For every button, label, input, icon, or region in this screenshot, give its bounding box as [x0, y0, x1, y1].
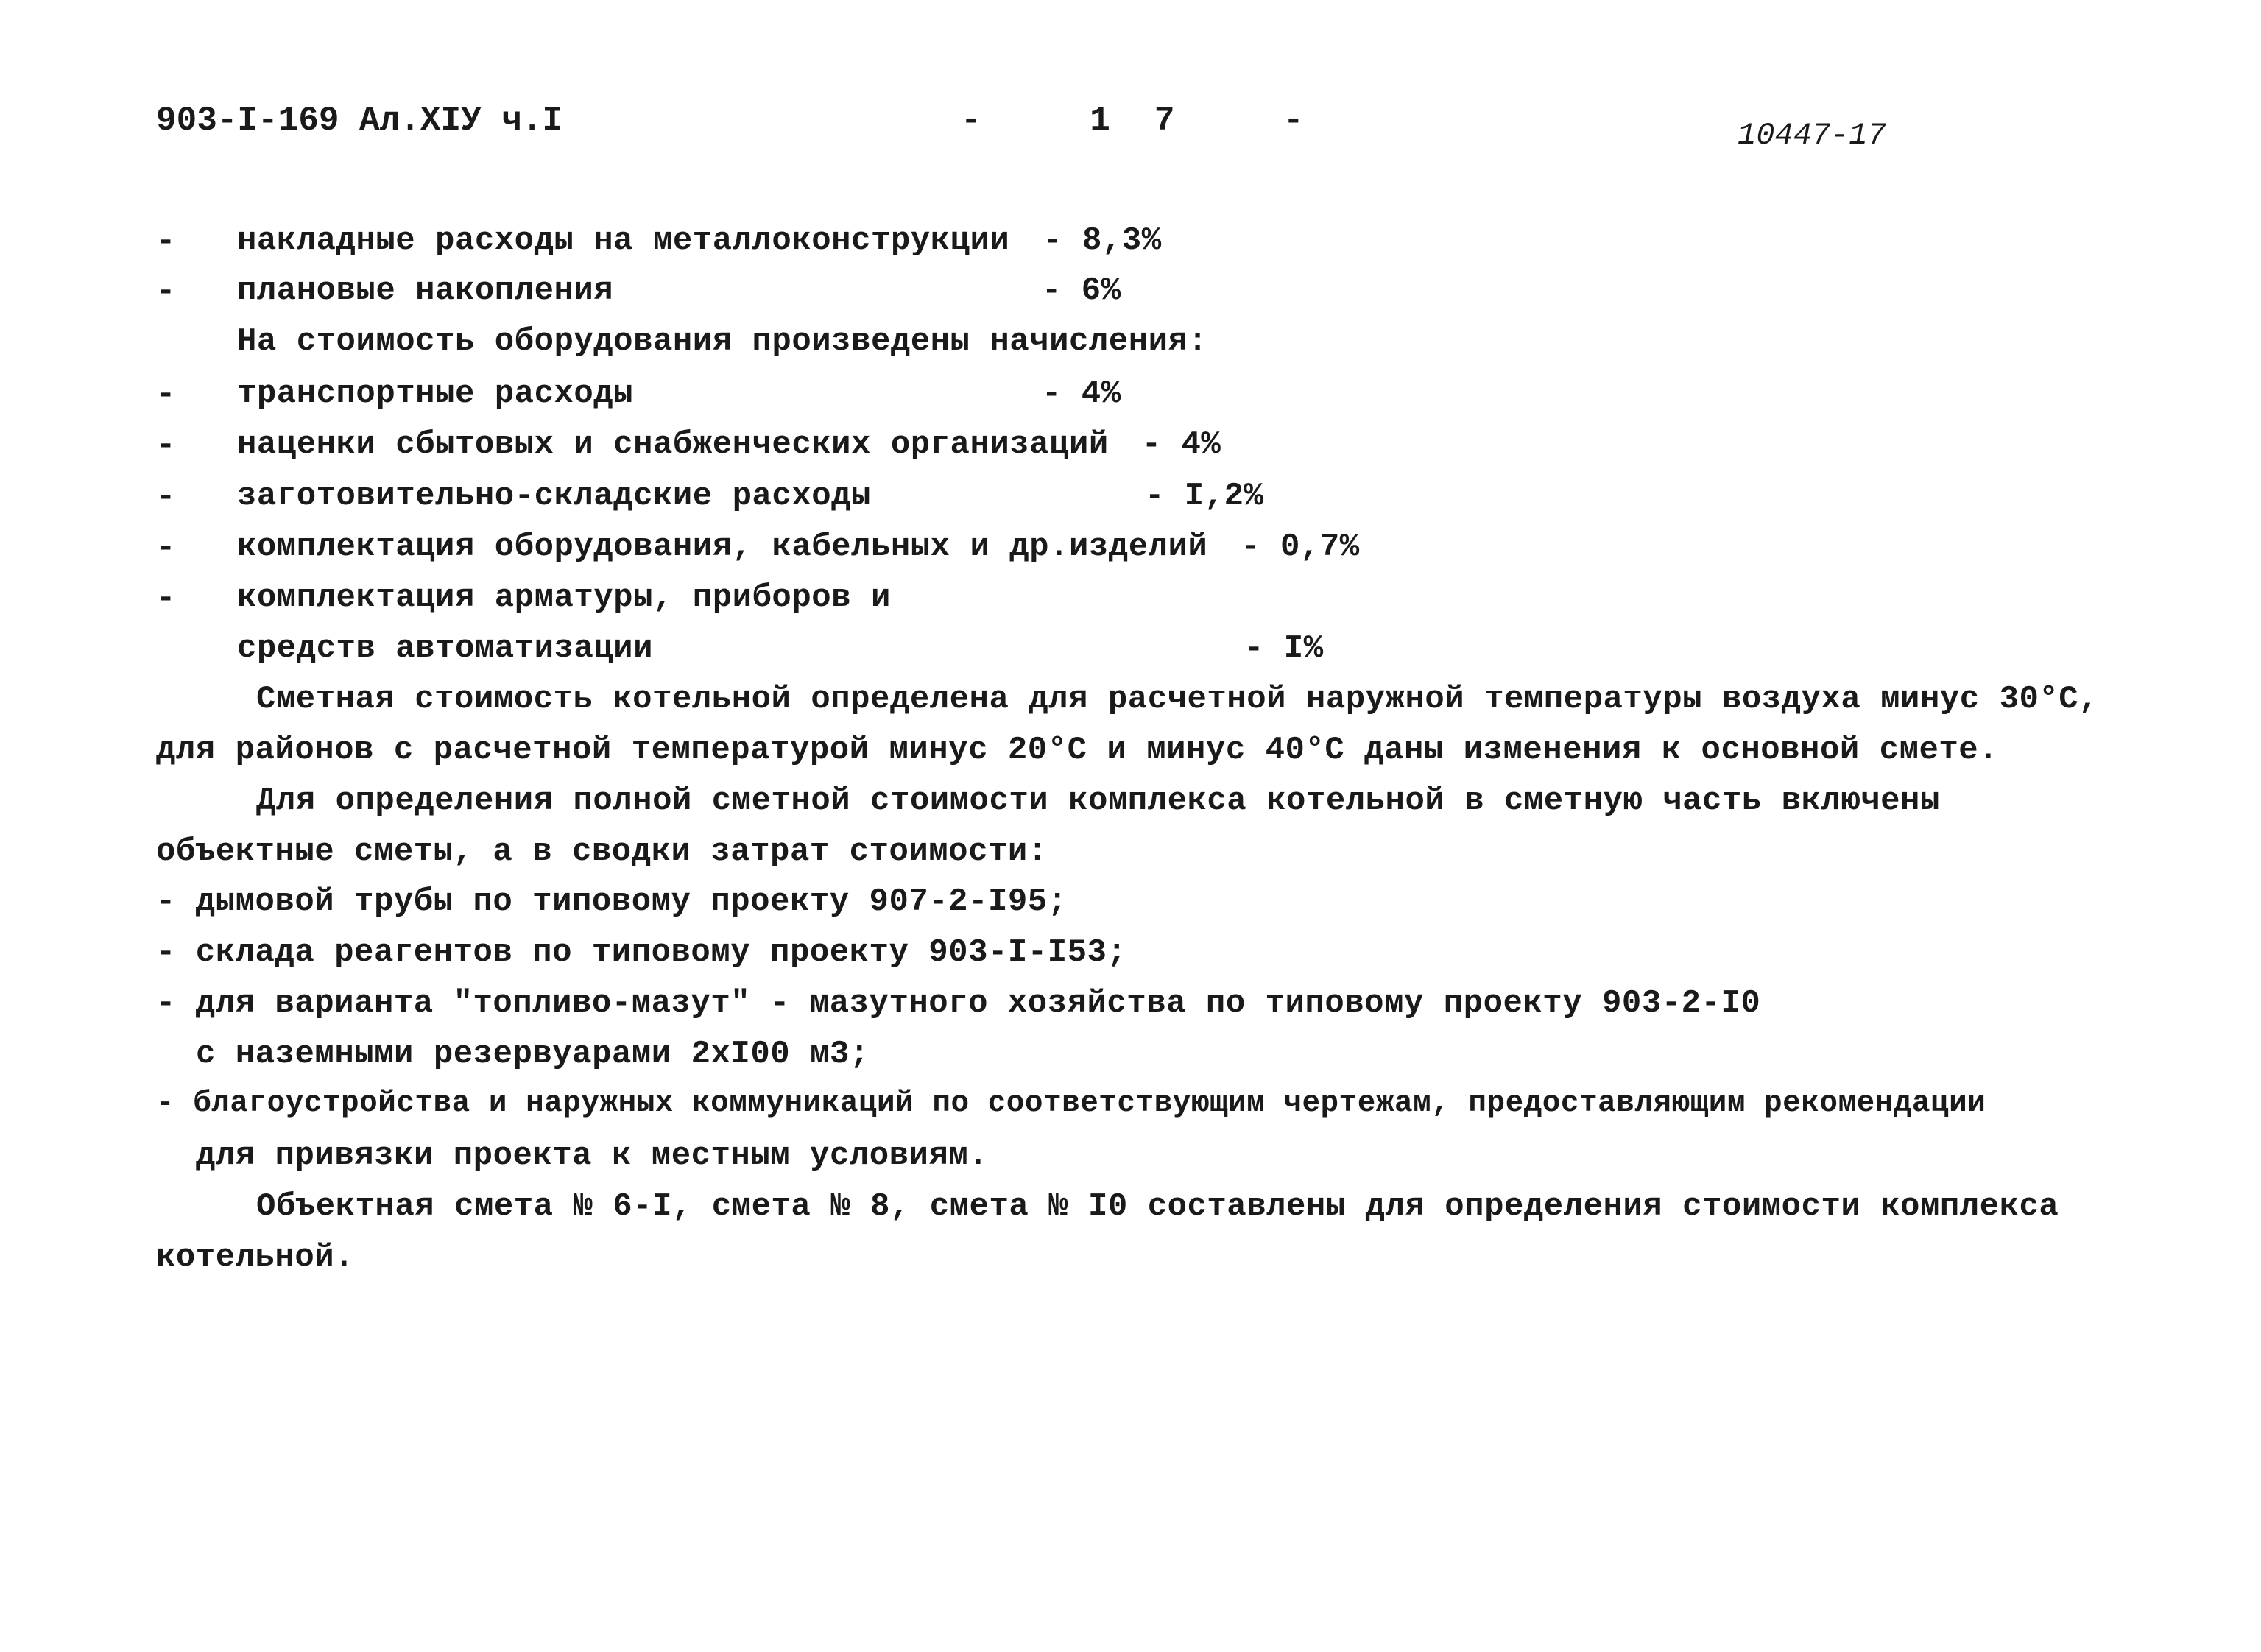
list-item-value: - 8,3%	[1043, 222, 1162, 259]
list-item	[237, 272, 614, 309]
paragraph-line: Объектная смета № 6-I, смета № 8, смета № I0 составлены для определения стоимости комплекса	[256, 1188, 2059, 1225]
list-item-text: средств автоматизации	[237, 630, 653, 667]
list-item-value: - I,2%	[1145, 478, 1264, 515]
list-item-text: комплектация арматуры, приборов и	[237, 579, 891, 616]
list-item-text: накладные расходы на металлоконструкции	[237, 222, 1010, 259]
list-item-text: транспортные расходы	[237, 375, 634, 412]
paragraph-line: Для определения полной сметной стоимости комплекса котельной в сметную часть включены	[256, 783, 1940, 819]
list-item	[237, 222, 1162, 259]
list-bullet: -	[156, 376, 176, 413]
page-number: - 17 -	[961, 102, 1348, 140]
list-item	[237, 531, 1360, 563]
list-item-value: - 4%	[1141, 426, 1221, 463]
list-bullet: -	[156, 580, 176, 617]
list-bullet: -	[156, 427, 176, 464]
list-item-value: - 0,7%	[1241, 529, 1360, 565]
document-code: 903-I-169 Ал.XIУ ч.I	[156, 102, 563, 140]
list-item: - для варианта "топливо-мазут" - мазутного хозяйства по типовому проекту 903-2-I0	[156, 985, 1761, 1022]
list-item-value: - 6%	[1042, 272, 1121, 309]
list-item: - дымовой трубы по типовому проекту 907-2-I95;	[156, 883, 1068, 920]
paragraph-line: Сметная стоимость котельной определена для расчетной наружной температуры воздуха минус 30°С,	[256, 681, 2099, 718]
list-item-text: комплектация оборудования, кабельных и др.изделий	[237, 529, 1208, 565]
equipment-intro: На стоимость оборудования произведены начисления:	[237, 323, 1208, 360]
list-item-continuation: с наземными резервуарами 2хI00 м3;	[196, 1036, 870, 1073]
list-item: - благоустройства и наружных коммуникаций по соответствующим чертежам, предоставляющим рекомендации	[156, 1087, 1986, 1120]
list-item	[237, 428, 1221, 461]
list-item-value: - 4%	[1042, 375, 1121, 412]
list-item-text: плановые накопления	[237, 272, 614, 309]
list-bullet: -	[156, 223, 176, 260]
paragraph-line: объектные сметы, а в сводки затрат стоимости:	[156, 833, 1048, 870]
list-item-text: заготовительно-складские расходы	[237, 478, 871, 515]
sheet-reference: 10447-17	[1738, 118, 1886, 153]
list-bullet: -	[156, 479, 176, 515]
list-bullet: -	[156, 273, 176, 310]
paragraph-line: для районов с расчетной температурой минус 20°С и минус 40°С даны изменения к основной смете.	[156, 732, 1999, 769]
list-item-value: - I%	[1244, 630, 1324, 667]
list-item-text: наценки сбытовых и снабженческих организаций	[237, 426, 1109, 463]
list-item: - склада реагентов по типовому проекту 903-I-I53;	[156, 934, 1127, 971]
list-bullet: -	[156, 529, 176, 566]
paragraph-line: котельной.	[156, 1239, 355, 1276]
list-item-continuation: для привязки проекта к местным условиям.	[196, 1137, 989, 1174]
